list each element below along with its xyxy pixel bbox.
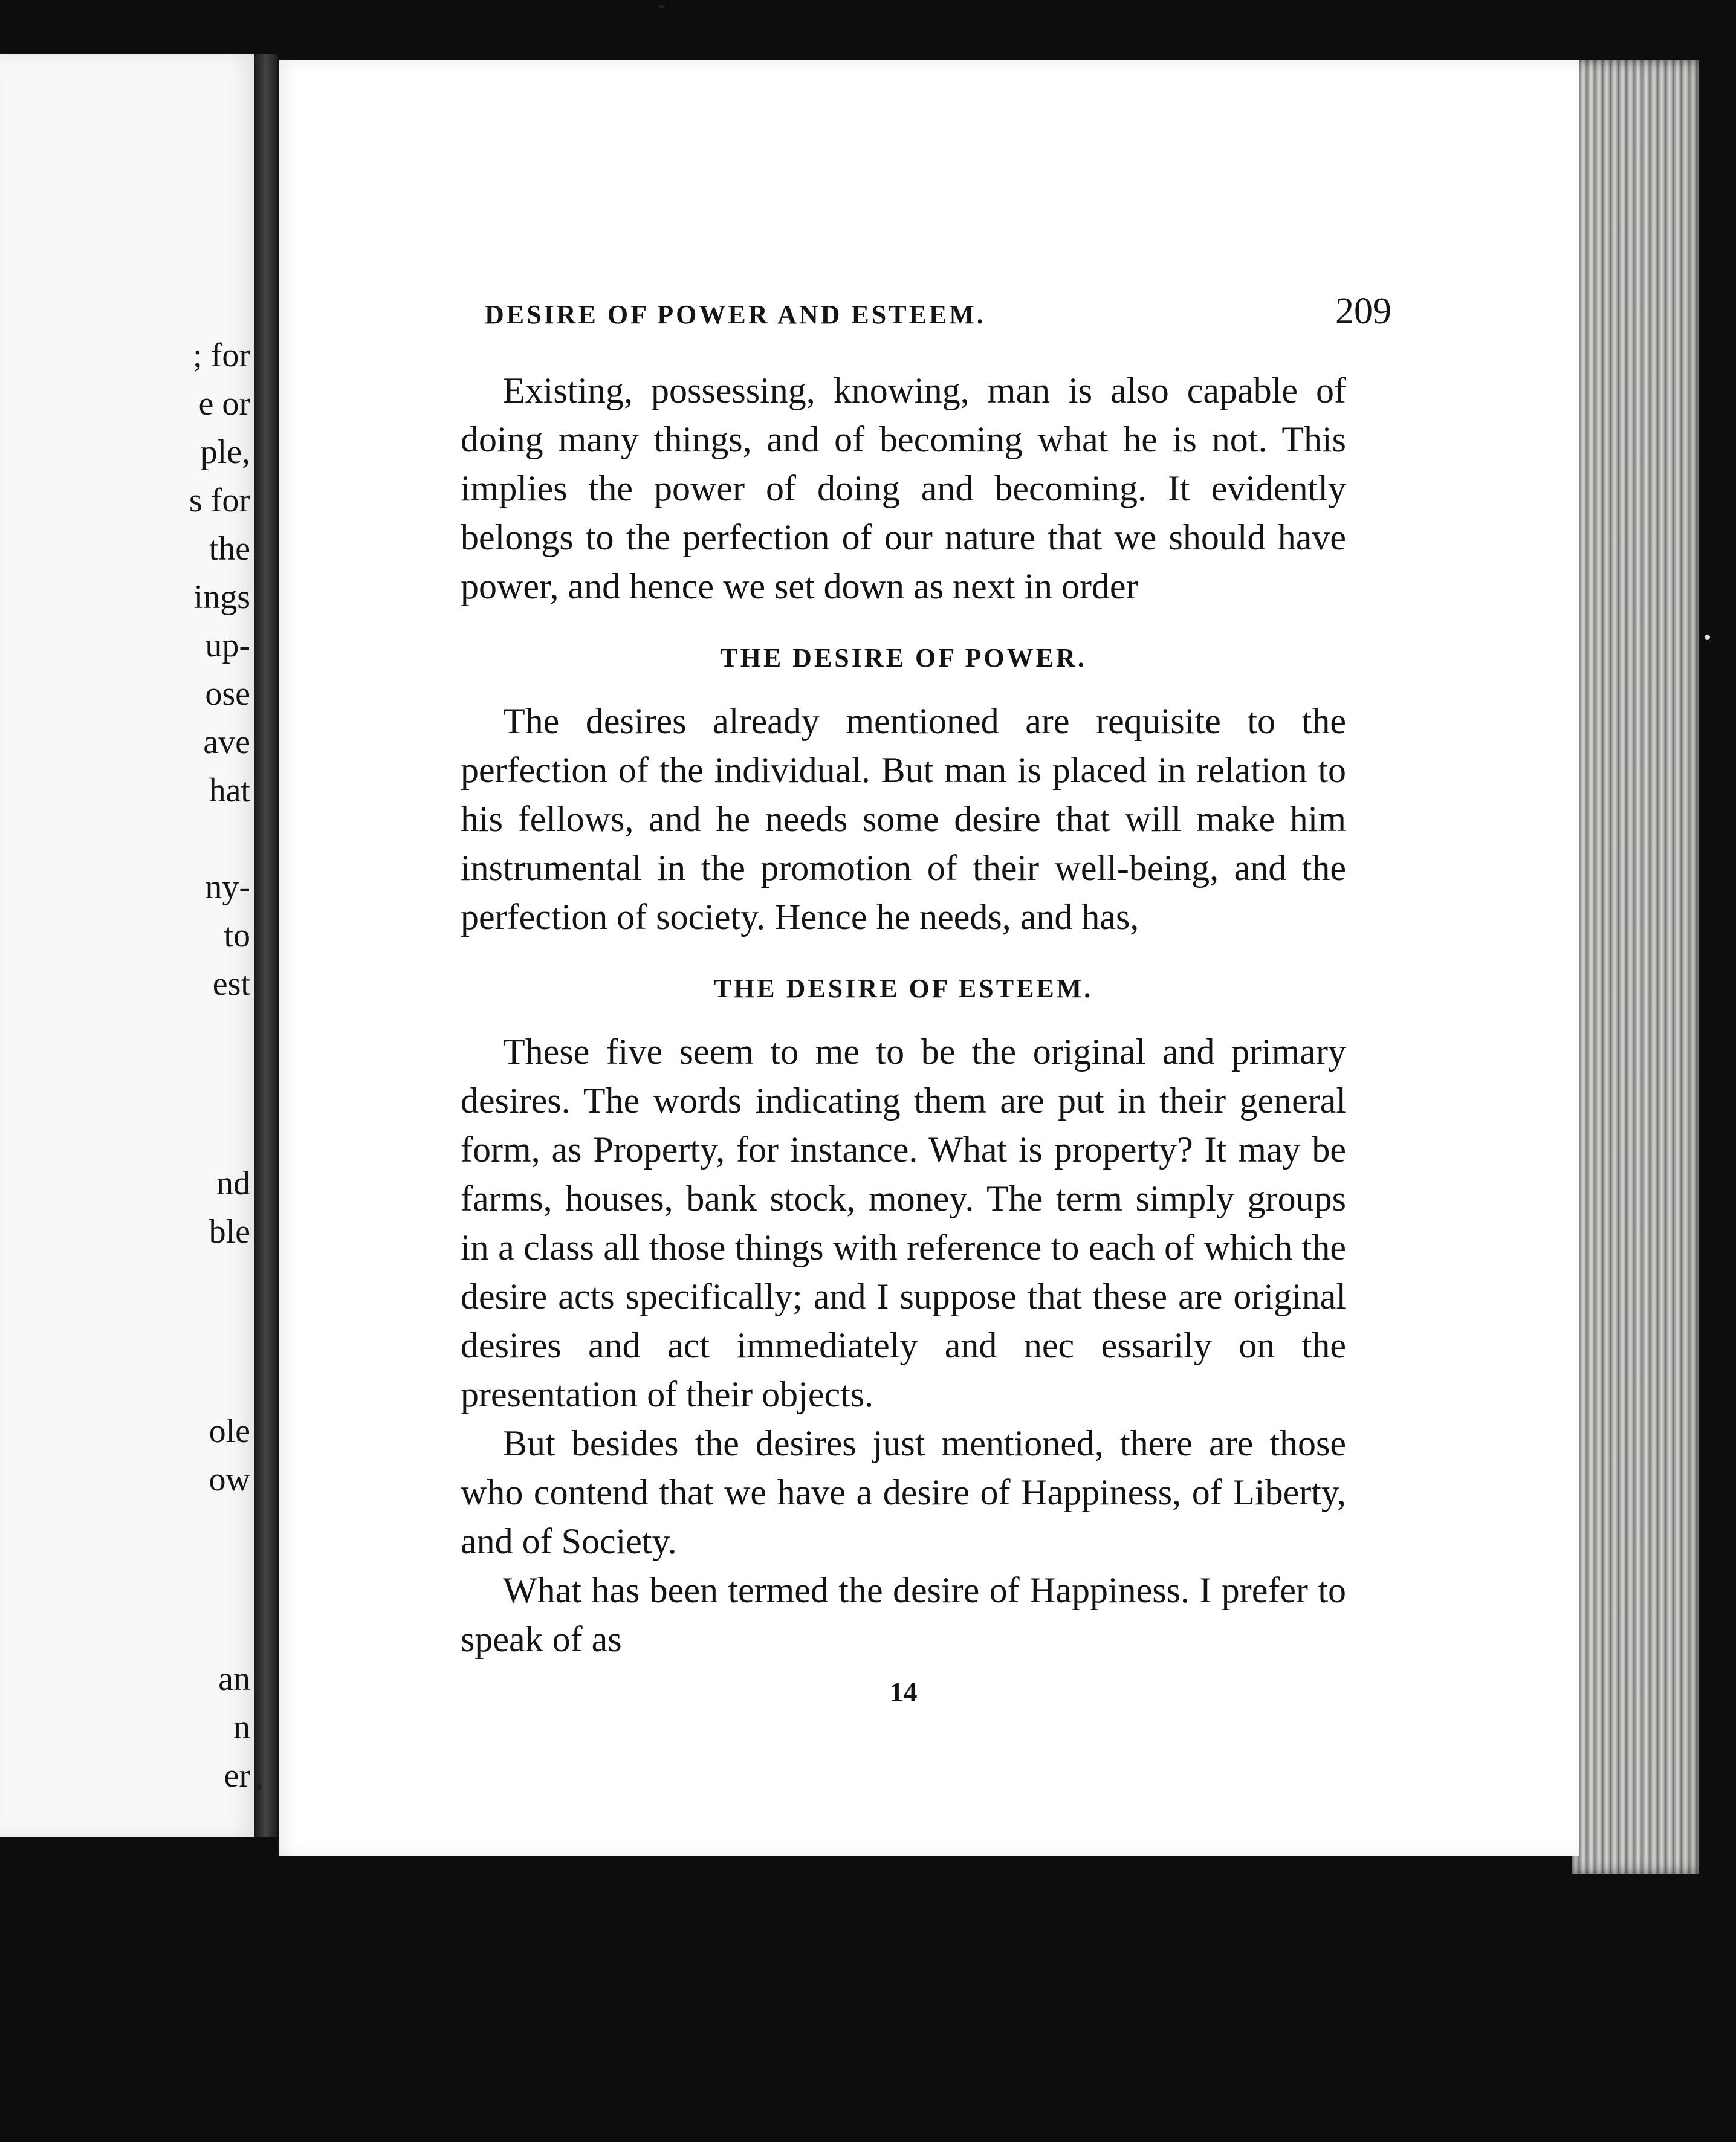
- running-title: DESIRE OF POWER AND ESTEEM.: [485, 300, 986, 329]
- left-fragment: n: [233, 1709, 250, 1746]
- body-text: [461, 366, 1346, 1717]
- left-page: [0, 54, 256, 1837]
- left-fragment: hat: [209, 772, 250, 809]
- left-fragment: an: [218, 1660, 250, 1698]
- page-edges: [1572, 60, 1699, 1874]
- left-fragment: ny-: [205, 869, 250, 906]
- left-fragment: ow: [209, 1461, 250, 1498]
- right-page: [277, 60, 1579, 1856]
- book-gutter: [254, 54, 278, 1837]
- left-fragment: ings: [193, 578, 250, 616]
- left-fragment: to: [224, 917, 250, 954]
- left-fragment: up-: [205, 627, 250, 664]
- left-fragment: nd: [216, 1165, 250, 1202]
- power-paragraph: The desires already mentioned are requisite to the perfection of the individual. But man is placed in relation to his fellows, and he needs some desire that will make him instrumental in the promotion of their well-being, and the perfection of society. Hence he needs, and has,: [461, 701, 1346, 937]
- section-heading-power: THE DESIRE OF POWER.: [720, 643, 1087, 673]
- esteem-paragraph: These five seem to me to be the original and primary desires. The words indicating them are put in their general form, as Property, for instance. What is property? It may be farms, houses, bank stock, money. The term simply groups in a class all those things with reference to each of which the desire acts specifically; and I suppose that these are original desires and act immediately and nec essarily on the presentation of their objects.: [461, 1032, 1346, 1414]
- running-head: [485, 290, 1391, 333]
- left-fragment: ple,: [200, 433, 250, 471]
- signature-mark: 14: [889, 1677, 918, 1707]
- left-fragment: ; for: [193, 337, 250, 374]
- left-fragment: e or: [198, 385, 250, 422]
- left-fragment: est: [212, 965, 250, 1003]
- page-number: 209: [1335, 291, 1391, 332]
- besides-paragraph: But besides the desires just mentioned, there are those who contend that we have a desire of Happiness, of Liberty, and of Society.: [461, 1423, 1346, 1561]
- section-heading-esteem: THE DESIRE OF ESTEEM.: [713, 974, 1093, 1003]
- left-fragment: the: [209, 530, 250, 568]
- left-fragment: ble: [209, 1213, 250, 1251]
- dust-speck: [659, 5, 665, 8]
- page-content: [461, 290, 1391, 1717]
- opening-paragraph: Existing, possessing, knowing, man is also capable of doing many things, and of becoming what he is not. This implies the power of doing and becoming. It evidently belongs to the perfection of our nature that we should have power, and hence we set down as next in order: [461, 370, 1346, 606]
- left-fragment: s for: [189, 482, 250, 519]
- left-fragment: ole: [209, 1412, 250, 1450]
- left-fragment: ose: [205, 675, 250, 713]
- left-fragment: ave: [203, 723, 250, 761]
- left-fragment: er: [224, 1757, 250, 1794]
- dust-speck: [257, 1783, 262, 1791]
- dust-speck: [1705, 635, 1710, 640]
- happiness-paragraph: What has been termed the desire of Happiness. I prefer to speak of as: [461, 1570, 1346, 1659]
